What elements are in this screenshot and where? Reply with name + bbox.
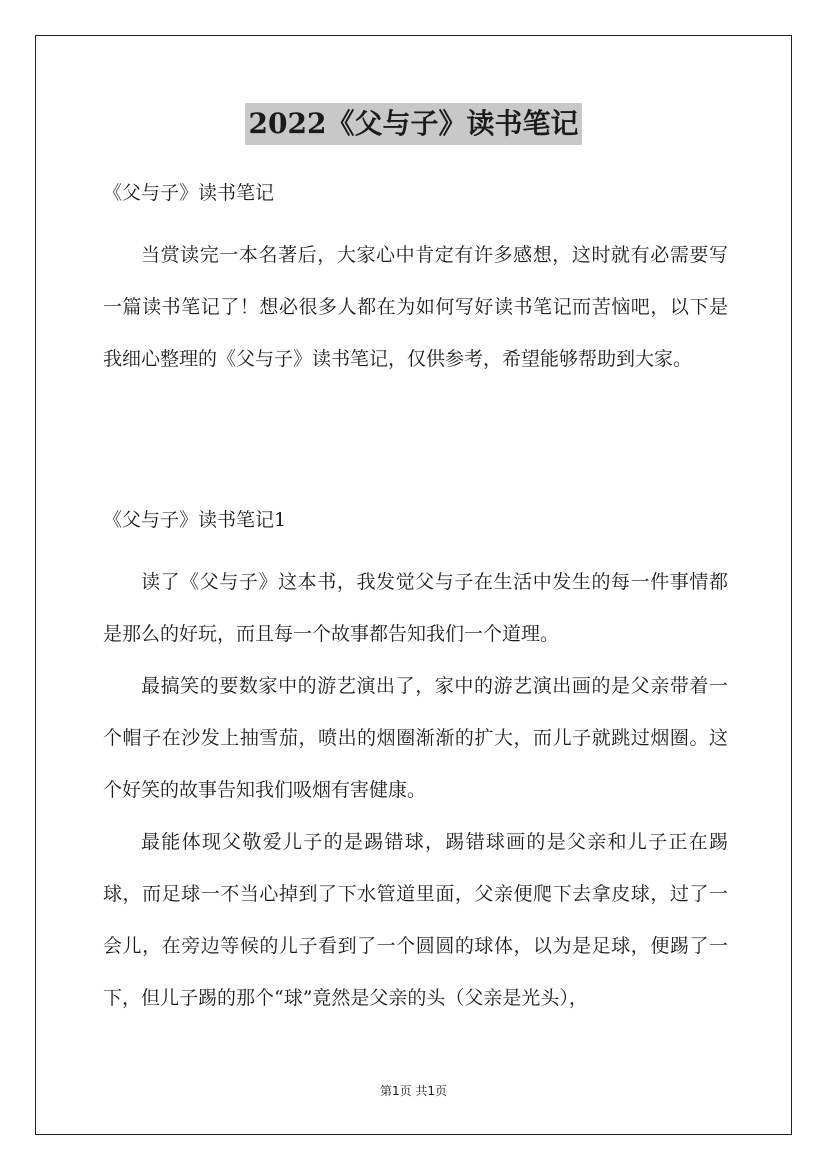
section-heading: 《父与子》读书笔记1 <box>103 509 287 531</box>
body-paragraph: 最搞笑的要数家中的游艺演出了，家中的游艺演出画的是父亲带着一个帽子在沙发上抽雪茄，喷出的烟圈渐渐的扩大，而儿子就跳过烟圈。这个好笑的故事告知我们吸烟有害健康。 <box>103 675 728 801</box>
intro-paragraph: 当赏读完一本名著后，大家心中肯定有许多感想，这时就有必需要写一篇读书笔记了！想必很多人都在为如何写好读书笔记而苦恼吧，以下是我细心整理的《父与子》读书笔记，仅供参考，希望能够帮助到大家。 <box>103 244 728 370</box>
intro-block <box>103 229 728 385</box>
body-paragraph: 最能体现父敬爱儿子的是踢错球，踢错球画的是父亲和儿子正在踢球，而足球一不当心掉到了下水管道里面，父亲便爬下去拿皮球，过了一会儿，在旁边等候的儿子看到了一个圆圆的球体，以为是足球，便踢了一下，但儿子踢的那个“球”竟然是父亲的头（父亲是光头）， <box>103 831 728 1009</box>
document-subtitle: 《父与子》读书笔记 <box>103 182 275 204</box>
title-container <box>0 103 827 145</box>
document-title: 2022《父与子》读书笔记 <box>245 103 583 145</box>
body-paragraph: 读了《父与子》这本书，我发觉父与子在生活中发生的每一件事情都是那么的好玩，而且每一个故事都告知我们一个道理。 <box>103 571 728 645</box>
page-footer: 第1页 共1页 <box>379 1084 448 1098</box>
section-body <box>103 556 728 1024</box>
